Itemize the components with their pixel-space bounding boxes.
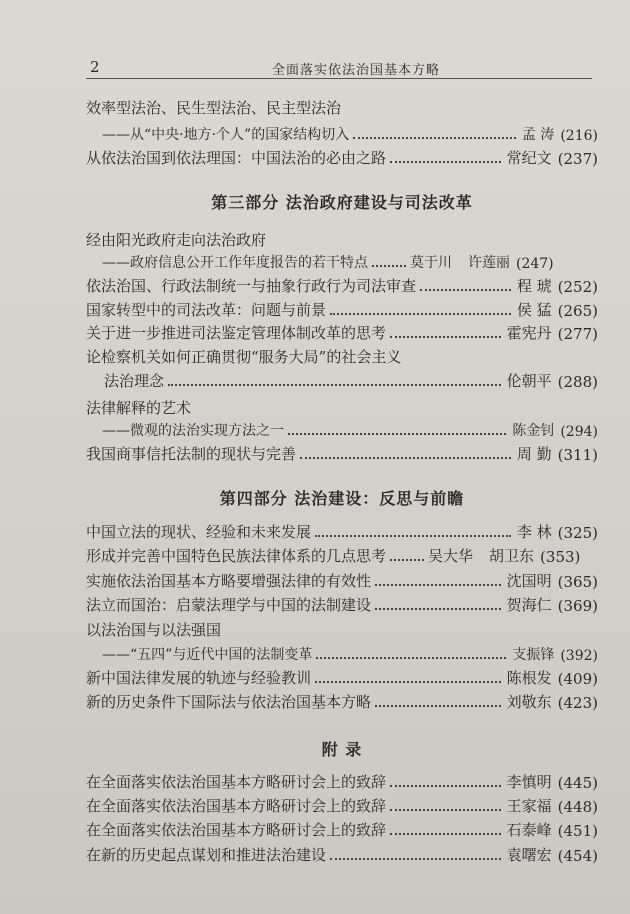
- entry-coauthor: 吴大华: [428, 547, 474, 565]
- section-heading-part4: 第四部分 法治建设：反思与前瞻: [219, 489, 465, 508]
- entry-title: 中国立法的现状、经验和未来发展: [86, 523, 312, 541]
- entry-page: (216): [560, 128, 598, 144]
- entry-title: 在全面落实依法治国基本方略研讨会上的致辞: [86, 797, 387, 815]
- entry-page: (277): [557, 325, 598, 343]
- toc-entry: [86, 520, 598, 542]
- entry-page: (451): [557, 822, 598, 840]
- toc-entry: [86, 442, 598, 464]
- toc-entry: [86, 818, 598, 840]
- entry-coauthor: 莫于川: [410, 255, 452, 271]
- toc-entry: [86, 569, 598, 591]
- entry-subtitle: ——微观的法治实现方法之一: [102, 423, 284, 439]
- entry-page: (454): [557, 847, 598, 865]
- entry-title: 效率型法治、民生型法治、民主型法治: [86, 99, 342, 117]
- entry-author: 陈根发: [506, 669, 552, 687]
- entry-page: (409): [557, 670, 598, 688]
- entry-page: (365): [557, 573, 598, 591]
- leader-dots: [375, 584, 501, 586]
- entry-page: (325): [557, 524, 598, 542]
- entry-page: (288): [557, 373, 598, 391]
- entry-title: 依法治国、行政法制统一与抽象行政行为司法审查: [86, 277, 417, 295]
- entry-author: 许莲丽: [468, 255, 510, 271]
- page-number: 2: [90, 58, 100, 76]
- leader-dots: [390, 833, 501, 835]
- entry-author: 周 勤: [516, 445, 552, 463]
- entry-title: 法立而国治：启蒙法理学与中国的法制建设: [86, 596, 372, 614]
- toc-entry: [86, 96, 598, 118]
- leader-dots: [375, 705, 501, 707]
- leader-dots: [390, 161, 501, 163]
- entry-author: 沈国明: [506, 572, 552, 590]
- toc-entry: [86, 544, 598, 566]
- entry-title: 在新的历史起点谋划和推进法治建设: [86, 846, 327, 864]
- running-title: 全面落实依法治国基本方略: [272, 63, 441, 78]
- toc-entry: [86, 593, 598, 615]
- leader-dots: [315, 535, 511, 537]
- toc-entry: [86, 274, 598, 296]
- entry-author: 陈金钊: [512, 423, 555, 439]
- entry-title: 从依法治国到依法理国：中国法治的必由之路: [86, 149, 387, 167]
- entry-subtitle: ——从“中央·地方·个人”的国家结构切入: [102, 127, 350, 143]
- entry-author: 支振锋: [512, 647, 555, 663]
- leader-dots: [390, 559, 424, 561]
- entry-page: (392): [560, 648, 598, 664]
- entry-page: (265): [557, 302, 598, 320]
- leader-dots: [390, 336, 501, 338]
- leader-dots: [330, 313, 511, 315]
- toc-entry: [102, 642, 598, 664]
- entry-author: 李慎明: [506, 773, 552, 791]
- leader-dots: [390, 785, 501, 787]
- entry-author: 霍宪丹: [506, 324, 552, 342]
- entry-page: (369): [557, 597, 598, 615]
- entry-title: 实施依法治国基本方略要增强法律的有效性: [86, 572, 372, 590]
- toc-entry: [86, 146, 598, 168]
- entry-page: (423): [557, 694, 598, 712]
- entry-title: 关于进一步推进司法鉴定管理体制改革的思考: [86, 324, 387, 342]
- entry-title: 新中国法律发展的轨迹与经验教训: [86, 669, 312, 687]
- leader-dots: [330, 858, 501, 860]
- entry-page: (445): [557, 774, 598, 792]
- entry-author: 石泰峰: [506, 821, 552, 839]
- entry-title: 在全面落实依法治国基本方略研讨会上的致辞: [86, 773, 387, 791]
- entry-author: 王家福: [506, 797, 552, 815]
- toc-entry: [86, 690, 598, 712]
- leader-dots: [420, 289, 511, 291]
- entry-page: (294): [560, 424, 598, 440]
- entry-author: 刘敬东: [506, 693, 552, 711]
- entry-author: 程 琥: [516, 277, 552, 295]
- entry-author: 常纪文: [506, 149, 552, 167]
- entry-title: 法律解释的艺术: [86, 399, 192, 417]
- toc-entry: [86, 794, 598, 816]
- leader-dots: [288, 433, 506, 435]
- toc-entry: [86, 345, 598, 367]
- entry-author: 李 林: [516, 523, 552, 541]
- entry-author: 侯 猛: [516, 301, 552, 319]
- entry-title: 论检察机关如何正确贯彻“服务大局”的社会主义: [86, 348, 402, 366]
- toc-entry: [102, 418, 598, 440]
- entry-page: (353): [540, 548, 581, 566]
- entry-page: (448): [557, 798, 598, 816]
- entry-page: (252): [557, 278, 598, 296]
- entry-title: 我国商事信托法制的现状与完善: [86, 445, 297, 463]
- entry-author: 伦朝平: [506, 372, 552, 390]
- toc-entry: [104, 369, 598, 391]
- leader-dots: [375, 608, 501, 610]
- toc-entry: [86, 843, 598, 865]
- leader-dots: [315, 681, 501, 683]
- toc-entry: [86, 618, 598, 640]
- running-header: [86, 54, 592, 79]
- toc-entry: [102, 122, 598, 144]
- leader-dots: [390, 809, 501, 811]
- leader-dots: [300, 457, 511, 459]
- entry-page: (247): [516, 256, 554, 272]
- entry-title: 经由阳光政府走向法治政府: [86, 231, 267, 249]
- entry-title: 新的历史条件下国际法与依法治国基本方略: [86, 693, 372, 711]
- entry-author: 袁曙宏: [506, 846, 552, 864]
- section-heading-appendix: 附 录: [321, 740, 363, 759]
- entry-title-continuation: 法治理念: [104, 372, 165, 390]
- entry-title: 形成并完善中国特色民族法律体系的几点思考: [86, 547, 387, 565]
- entry-subtitle: ——“五四”与近代中国的法制变革: [102, 647, 313, 663]
- toc-entry: [86, 228, 598, 250]
- entry-title: 在全面落实依法治国基本方略研讨会上的致辞: [86, 821, 387, 839]
- toc-entry: [86, 298, 598, 320]
- toc-entry: [86, 770, 598, 792]
- entry-subtitle: ——政府信息公开工作年度报告的若干特点: [102, 255, 368, 271]
- toc-entry: [86, 321, 598, 343]
- toc-entry: [102, 250, 598, 272]
- entry-page: (311): [557, 446, 598, 464]
- toc-entry: [86, 666, 598, 688]
- section-heading-part3: 第三部分 法治政府建设与司法改革: [211, 193, 473, 212]
- entry-title: 以法治国与以法强国: [86, 621, 222, 639]
- entry-title: 国家转型中的司法改革：问题与前景: [86, 301, 327, 319]
- entry-page: (237): [557, 150, 598, 168]
- leader-dots: [316, 657, 506, 659]
- entry-author: 胡卫东: [489, 547, 535, 565]
- toc-entry: [86, 396, 598, 418]
- leader-dots: [353, 137, 516, 139]
- leader-dots: [372, 265, 406, 267]
- leader-dots: [168, 384, 501, 386]
- entry-author: 贺海仁: [506, 596, 552, 614]
- entry-author: 孟 涛: [521, 127, 555, 143]
